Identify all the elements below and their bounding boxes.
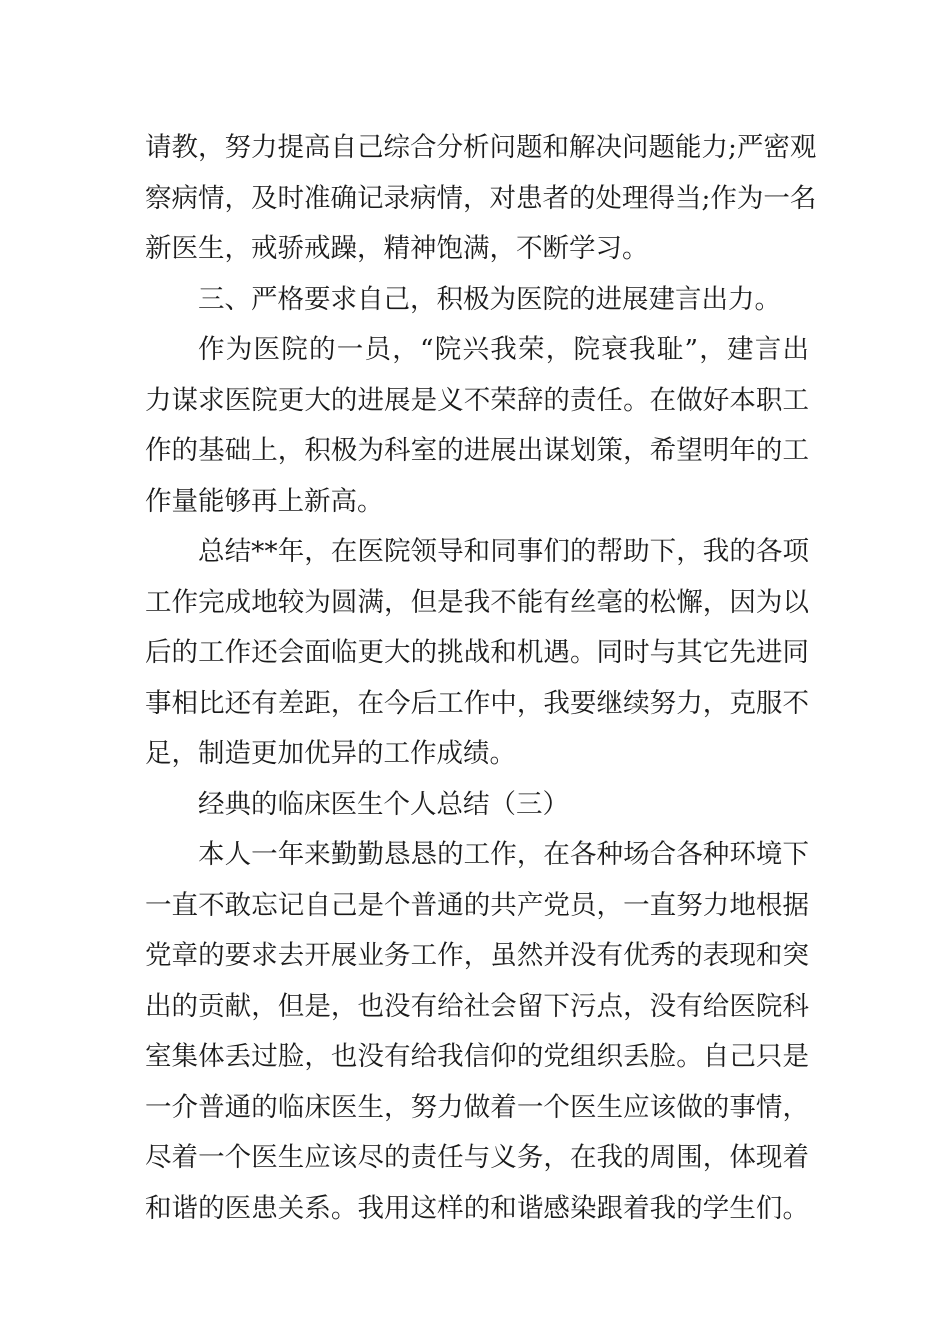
paragraph-line: 一介普通的临床医生，努力做着一个医生应该做的事情，	[145, 1091, 809, 1123]
paragraph-line: 党章的要求去开展业务工作，虽然并没有优秀的表现和突	[145, 940, 809, 971]
section-heading: 经典的临床医生个人总结（三）	[198, 788, 569, 820]
section-heading: 三、严格要求自己，积极为医院的进展建言出力。	[198, 283, 781, 315]
paragraph-line: 本人一年来勤勤恳恳的工作，在各种场合各种环境下	[198, 839, 809, 870]
paragraph-line: 后的工作还会面临更大的挑战和机遇。同时与其它先进同	[145, 637, 809, 668]
paragraph-line: 作为医院的一员，“院兴我荣，院衰我耻”，建言出	[198, 334, 809, 365]
paragraph-line: 尽着一个医生应该尽的责任与义务，在我的周围，体现着	[145, 1142, 809, 1173]
paragraph-line: 一直不敢忘记自己是个普通的共产党员，一直努力地根据	[145, 889, 809, 921]
paragraph-line: 察病情，及时准确记录病情，对患者的处理得当;作为一名	[145, 182, 817, 214]
paragraph-line: 足，制造更加优异的工作成绩。	[145, 738, 516, 769]
paragraph-line: 室集体丢过脸，也没有给我信仰的党组织丢脸。自己只是	[145, 1041, 809, 1072]
paragraph-line: 力谋求医院更大的进展是义不荣辞的责任。在做好本职工	[145, 384, 809, 416]
paragraph-line: 作的基础上，积极为科室的进展出谋划策，希望明年的工	[145, 435, 809, 466]
paragraph-line: 工作完成地较为圆满，但是我不能有丝毫的松懈，因为以	[145, 586, 809, 618]
paragraph-line: 和谐的医患关系。我用这样的和谐感染跟着我的学生们。	[145, 1192, 809, 1224]
paragraph-line: 作量能够再上新高。	[145, 485, 384, 517]
paragraph-line: 新医生，戒骄戒躁，精神饱满，不断学习。	[145, 233, 649, 264]
paragraph-line: 总结**年，在医院领导和同事们的帮助下，我的各项	[198, 536, 809, 567]
document-body	[145, 123, 817, 1234]
paragraph-line: 事相比还有差距，在今后工作中，我要继续努力，克服不	[145, 687, 809, 719]
paragraph-line: 出的贡献，但是，也没有给社会留下污点，没有给医院科	[145, 990, 809, 1022]
paragraph-line: 请教，努力提高自己综合分析问题和解决问题能力;严密观	[145, 132, 817, 163]
